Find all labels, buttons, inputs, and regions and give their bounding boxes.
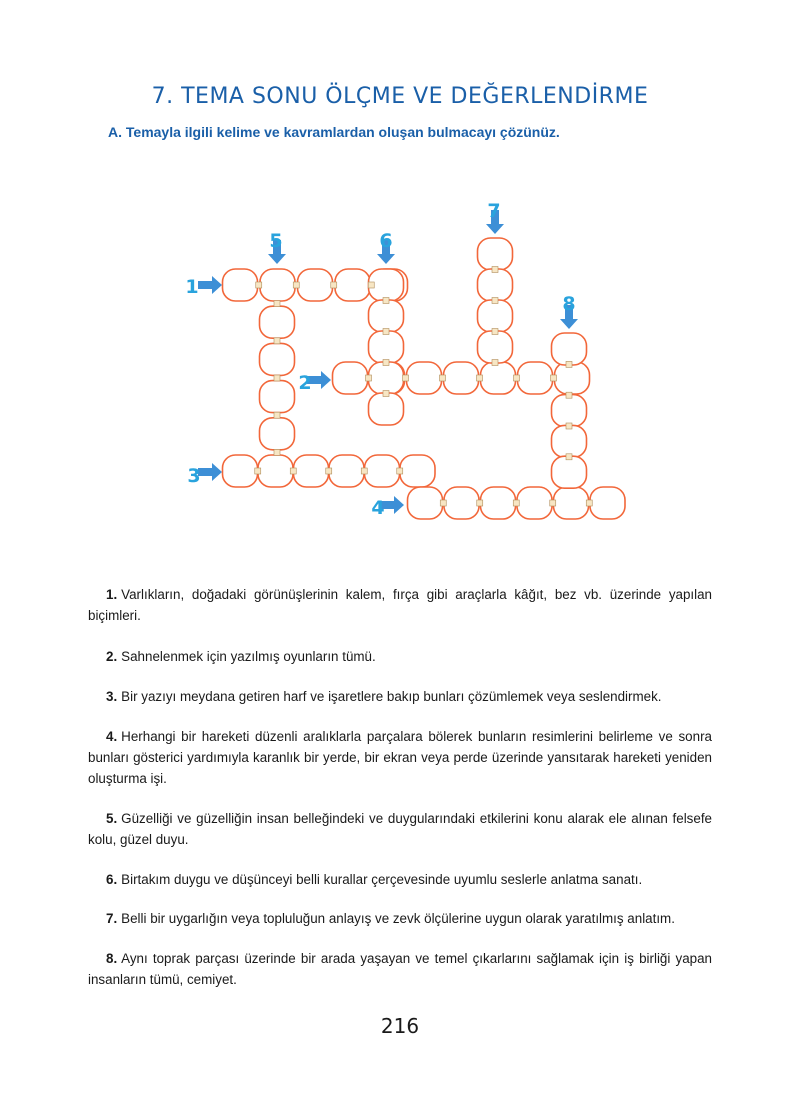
clue-number: 3.	[106, 689, 118, 704]
puzzle-cell[interactable]	[260, 381, 295, 413]
clue-3	[88, 686, 712, 707]
page-title: 7. TEMA SONU ÖLÇME VE DEĞERLENDİRME	[151, 84, 649, 109]
cell-connector	[551, 375, 557, 381]
puzzle-cell[interactable]	[369, 393, 404, 425]
cell-connector	[383, 329, 389, 335]
cell-connector	[366, 375, 372, 381]
puzzle-cell[interactable]	[481, 362, 516, 394]
cell-connector	[492, 360, 498, 366]
page-number: 216	[380, 1014, 420, 1038]
clue-1	[88, 584, 712, 626]
cell-connector	[383, 298, 389, 304]
cell-connector	[274, 375, 280, 381]
cell-connector	[397, 468, 403, 474]
puzzle-cell[interactable]	[298, 269, 333, 301]
puzzle-cell[interactable]	[478, 300, 513, 332]
clue-text: Güzelliği ve güzelliğin insan belleğindeki ve duygularındaki etkilerini konu alarak ele alınan felsefe kolu, güzel duyu.	[88, 811, 712, 847]
puzzle-word-number: 3	[187, 465, 201, 487]
clue-arrow-icon	[198, 276, 222, 294]
puzzle-cell[interactable]	[260, 418, 295, 450]
clue-arrow-icon	[198, 463, 222, 481]
clue-text: Sahnelenmek için yazılmış oyunların tümü.	[121, 649, 376, 664]
puzzle-cell[interactable]	[444, 362, 479, 394]
clue-7	[88, 908, 712, 929]
puzzle-word-number: 2	[298, 372, 312, 394]
puzzle-cell[interactable]	[407, 362, 442, 394]
puzzle-cell[interactable]	[260, 306, 295, 338]
puzzle-cell[interactable]	[552, 333, 587, 365]
clue-text: Varlıkların, doğadaki görünüşlerinin kalem, fırça gibi araçlarla kâğıt, bez vb. üzerinde yapılan biçimleri.	[88, 587, 712, 623]
clue-8	[88, 948, 712, 990]
cell-connector	[293, 282, 299, 288]
cell-connector	[566, 454, 572, 460]
clue-number: 7.	[106, 911, 118, 926]
clue-number: 1.	[106, 587, 118, 602]
cell-connector	[274, 449, 280, 455]
puzzle-cell[interactable]	[260, 269, 295, 301]
puzzle-cell[interactable]	[223, 455, 258, 487]
cell-connector	[290, 468, 296, 474]
puzzle-cell[interactable]	[369, 300, 404, 332]
instruction-text: A. Temayla ilgili kelime ve kavramlardan oluşan bulmacayı çözünüz.	[108, 124, 560, 140]
puzzle-cell[interactable]	[552, 425, 587, 457]
clue-number: 5.	[106, 811, 118, 826]
cell-connector	[513, 500, 519, 506]
cell-connector	[566, 392, 572, 398]
puzzle-word-number: 7	[487, 200, 501, 222]
clue-text: Belli bir uygarlığın veya topluluğun anlayış ve zevk ölçülerine uygun olarak yaratılmış anlatım.	[121, 911, 675, 926]
cell-connector	[383, 391, 389, 397]
puzzle-cell[interactable]	[369, 331, 404, 363]
puzzle-cell[interactable]	[365, 455, 400, 487]
puzzle-cell[interactable]	[517, 487, 552, 519]
puzzle-cell[interactable]	[552, 456, 587, 488]
cell-connector	[492, 329, 498, 335]
cell-connector	[492, 267, 498, 273]
cell-connector	[326, 468, 332, 474]
puzzle-word-number: 4	[371, 497, 385, 519]
clue-number: 8.	[106, 951, 118, 966]
cell-connector	[383, 360, 389, 366]
cell-connector	[440, 375, 446, 381]
cell-connector	[361, 468, 367, 474]
puzzle-word-number: 6	[379, 230, 393, 252]
clue-text: Bir yazıyı meydana getiren harf ve işaretlere bakıp bunları çözümlemek veya seslendirmek.	[121, 689, 662, 704]
puzzle-cell[interactable]	[478, 269, 513, 301]
puzzle-cell[interactable]	[444, 487, 479, 519]
puzzle-word-number: 8	[562, 293, 576, 315]
puzzle-word-number: 5	[269, 230, 283, 252]
puzzle-cell[interactable]	[518, 362, 553, 394]
cell-connector	[514, 375, 520, 381]
cell-connector	[331, 282, 337, 288]
puzzle-cell[interactable]	[478, 331, 513, 363]
puzzle-cell[interactable]	[590, 487, 625, 519]
cell-connector	[274, 301, 280, 307]
clue-number: 2.	[106, 649, 118, 664]
puzzle-cell[interactable]	[294, 455, 329, 487]
clue-2	[88, 646, 712, 667]
cell-connector	[274, 338, 280, 344]
cell-connector	[440, 500, 446, 506]
puzzle-cell[interactable]	[335, 269, 370, 301]
puzzle-cell[interactable]	[408, 487, 443, 519]
puzzle-word-number: 1	[185, 276, 199, 298]
cell-connector	[566, 361, 572, 367]
cell-connector	[403, 375, 409, 381]
puzzle-cell[interactable]	[554, 487, 589, 519]
puzzle-cell[interactable]	[260, 343, 295, 375]
puzzle-cell[interactable]	[329, 455, 364, 487]
cell-connector	[256, 282, 262, 288]
clue-5	[88, 808, 712, 850]
puzzle-cell[interactable]	[223, 269, 258, 301]
cell-connector	[255, 468, 261, 474]
clue-text: Herhangi bir hareketi düzenli aralıklarla parçalara bölerek bunların resimlerini belirleme ve sonra bunları gösterici yardımıyla karanlık bir yerde, bir ekran veya perde üzerinde yansıtarak hareketi yeniden oluşturma işi.	[88, 729, 712, 786]
puzzle-cell[interactable]	[481, 487, 516, 519]
puzzle-cell[interactable]	[400, 455, 435, 487]
cell-connector	[368, 282, 374, 288]
cell-connector	[477, 375, 483, 381]
puzzle-cell[interactable]	[369, 362, 404, 394]
puzzle-cell[interactable]	[258, 455, 293, 487]
crossword-puzzle	[0, 180, 800, 540]
cell-connector	[477, 500, 483, 506]
clue-6	[88, 869, 712, 890]
clue-4	[88, 726, 712, 789]
clue-number: 4.	[106, 729, 118, 744]
cell-connector	[550, 500, 556, 506]
puzzle-cell[interactable]	[478, 238, 513, 270]
cell-connector	[274, 412, 280, 418]
cell-connector	[492, 298, 498, 304]
puzzle-cell[interactable]	[333, 362, 368, 394]
cell-connector	[566, 423, 572, 429]
clue-number: 6.	[106, 872, 118, 887]
clue-text: Aynı toprak parçası üzerinde bir arada yaşayan ve temel çıkarlarını sağlamak için iş birliği yapan insanların tümü, cemiyet.	[88, 951, 712, 987]
clue-text: Birtakım duygu ve düşünceyi belli kurallar çerçevesinde uyumlu seslerle anlatma sanatı.	[121, 872, 643, 887]
cell-connector	[586, 500, 592, 506]
puzzle-cell[interactable]	[552, 395, 587, 427]
